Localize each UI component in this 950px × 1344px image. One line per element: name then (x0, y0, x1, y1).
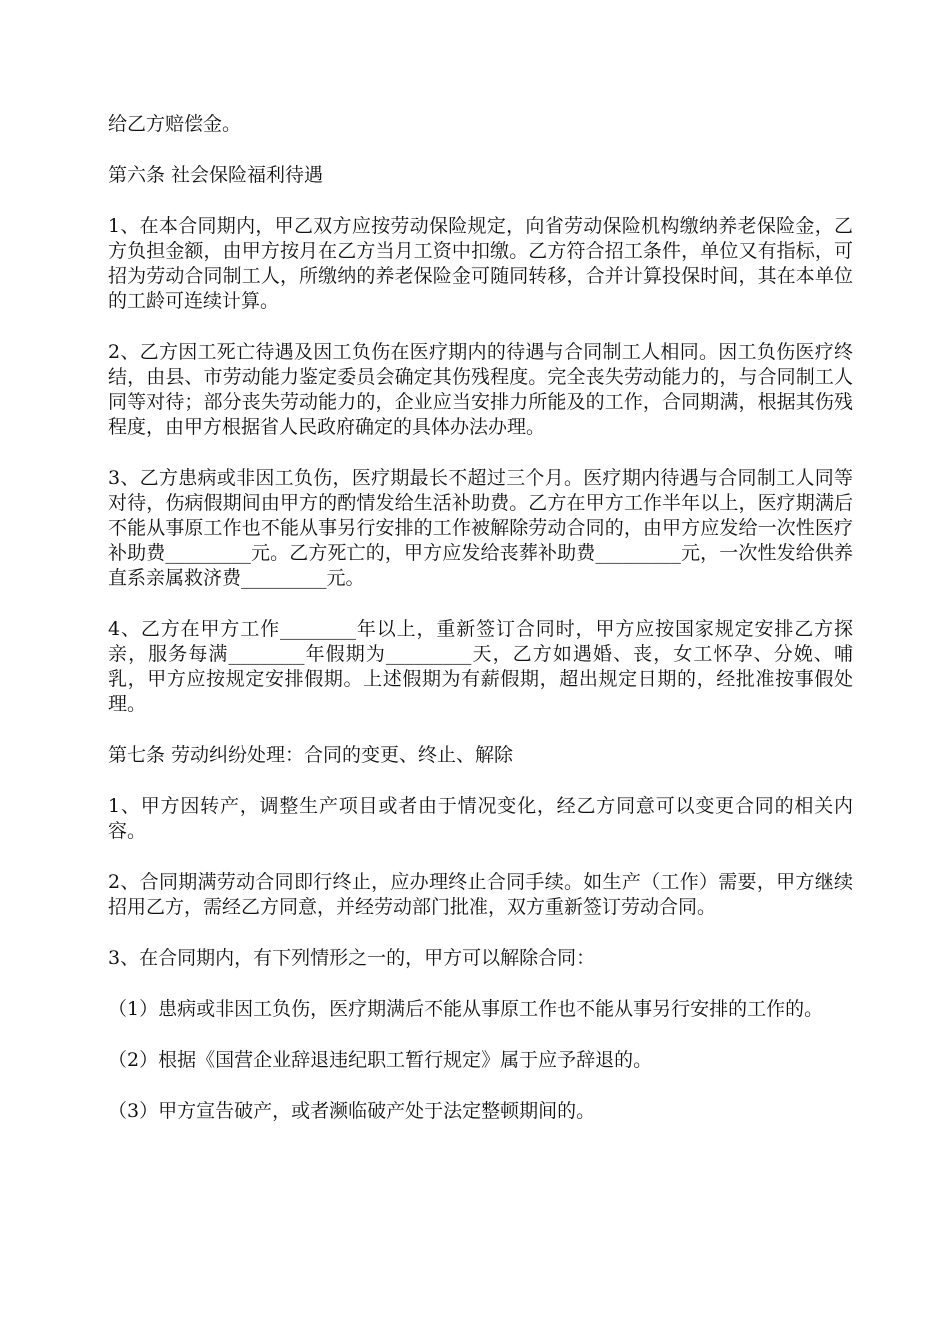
article-6-clause-2: 2、乙方因工死亡待遇及因工负伤在医疗期内的待遇与合同制工人相同。因工负伤医疗终结，由县、市劳动能力鉴定委员会确定其伤残程度。完全丧失劳动能力的，与合同制工人同等对待；部分丧失劳动能力的，企业应当安排力所能及的工作，合同期满，根据其伤残程度，由甲方根据省人民政府确定的具体办法办理。 (108, 341, 853, 438)
article-7-item-1: （1）患病或非因工负伤，医疗期满后不能从事原工作也不能从事另行安排的工作的。 (108, 998, 824, 1020)
article-7-item-3: （3）甲方宣告破产，或者濒临破产处于法定整顿期间的。 (108, 1100, 596, 1122)
article-6-clause-1: 1、在本合同期内，甲乙双方应按劳动保险规定，向省劳动保险机构缴纳养老保险金，乙方负担金额，由甲方按月在乙方当月工资中扣缴。乙方符合招工条件，单位又有指标，可招为劳动合同制工人，所缴纳的养老保险金可随同转移，合并计算投保时间，其在本单位的工龄可连续计算。 (108, 215, 853, 312)
article-7-clause-2: 2、合同期满劳动合同即行终止，应办理终止合同手续。如生产（工作）需要，甲方继续招用乙方，需经乙方同意，并经劳动部门批准，双方重新签订劳动合同。 (108, 871, 853, 918)
article-7-clause-1: 1、甲方因转产，调整生产项目或者由于情况变化，经乙方同意可以变更合同的相关内容。 (108, 795, 853, 842)
article-6-heading: 第六条 社会保险福利待遇 (108, 164, 324, 186)
article-7-heading: 第七条 劳动纠纷处理：合同的变更、终止、解除 (108, 744, 514, 766)
article-7-item-2: （2）根据《国营企业辞退违纪职工暂行规定》属于应予辞退的。 (108, 1049, 653, 1071)
article-7-clause-3: 3、在合同期内，有下列情形之一的，甲方可以解除合同： (108, 947, 596, 969)
document-body (108, 112, 853, 1150)
paragraph-compensation-end: 给乙方赔偿金。 (108, 113, 242, 135)
article-6-clause-4: 4、乙方在甲方工作________年以上，重新签订合同时，甲方应按国家规定安排乙方探亲，服务每满________年假期为_________天，乙方如遇婚、丧，女工怀孕、分娩、哺乳，甲方应按规定安排假期。上述假期为有薪假期，超出规定日期的，经批准按事假处理。 (108, 618, 853, 715)
article-6-clause-3: 3、乙方患病或非因工负伤，医疗期最长不超过三个月。医疗期内待遇与合同制工人同等对待，伤病假期间由甲方的酌情发给生活补助费。乙方在甲方工作半年以上，医疗期满后不能从事原工作也不能从事另行安排的工作被解除劳动合同的，由甲方应发给一次性医疗补助费_________元。乙方死亡的，甲方应发给丧葬补助费_________元，一次性发给供养直系亲属救济费_________元。 (108, 467, 853, 589)
